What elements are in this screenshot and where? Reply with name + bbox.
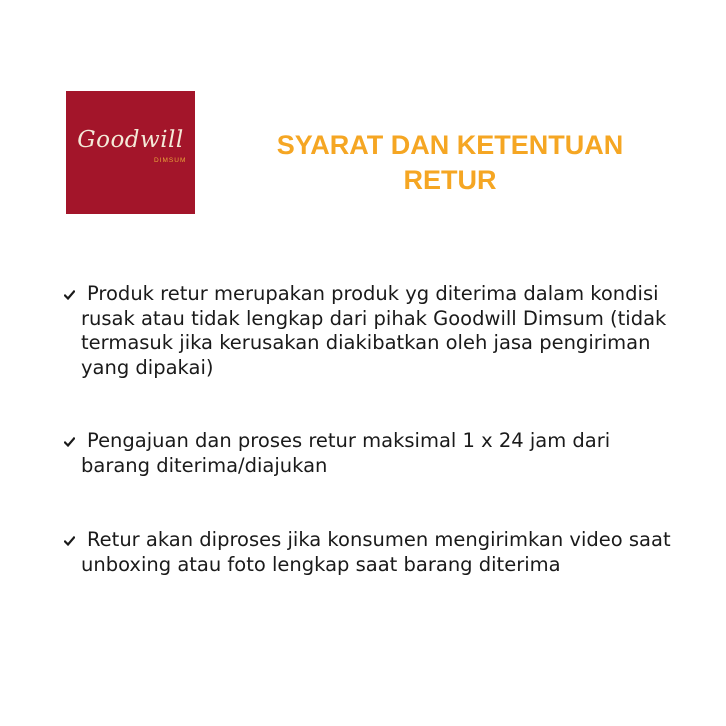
term-text: Retur akan diproses jika konsumen mengirimkan video saat unboxing atau foto lengkap saat barang diterima [81, 528, 671, 576]
check-icon [64, 536, 75, 546]
goodwill-dimsum-logo [66, 91, 195, 214]
terms-list [64, 282, 684, 577]
term-item [64, 528, 684, 577]
check-icon [64, 290, 75, 300]
term-text: Pengajuan dan proses retur maksimal 1 x 24 jam dari barang diterima/diajukan [81, 429, 611, 477]
term-item [64, 282, 684, 380]
check-icon [64, 437, 75, 447]
logo-sub-text: DIMSUM [154, 157, 187, 164]
term-item [64, 429, 684, 478]
page-title [260, 128, 640, 198]
term-text: Produk retur merupakan produk yg diterima dalam kondisi rusak atau tidak lengkap dari pihak Goodwill Dimsum (tidak termasuk jika kerusakan diakibatkan oleh jasa pengiriman yang dipakai) [81, 282, 667, 379]
title-line-2: RETUR [403, 165, 497, 195]
logo-script-text: Goodwill [77, 127, 184, 153]
title-line-1: SYARAT DAN KETENTUAN [276, 130, 624, 160]
